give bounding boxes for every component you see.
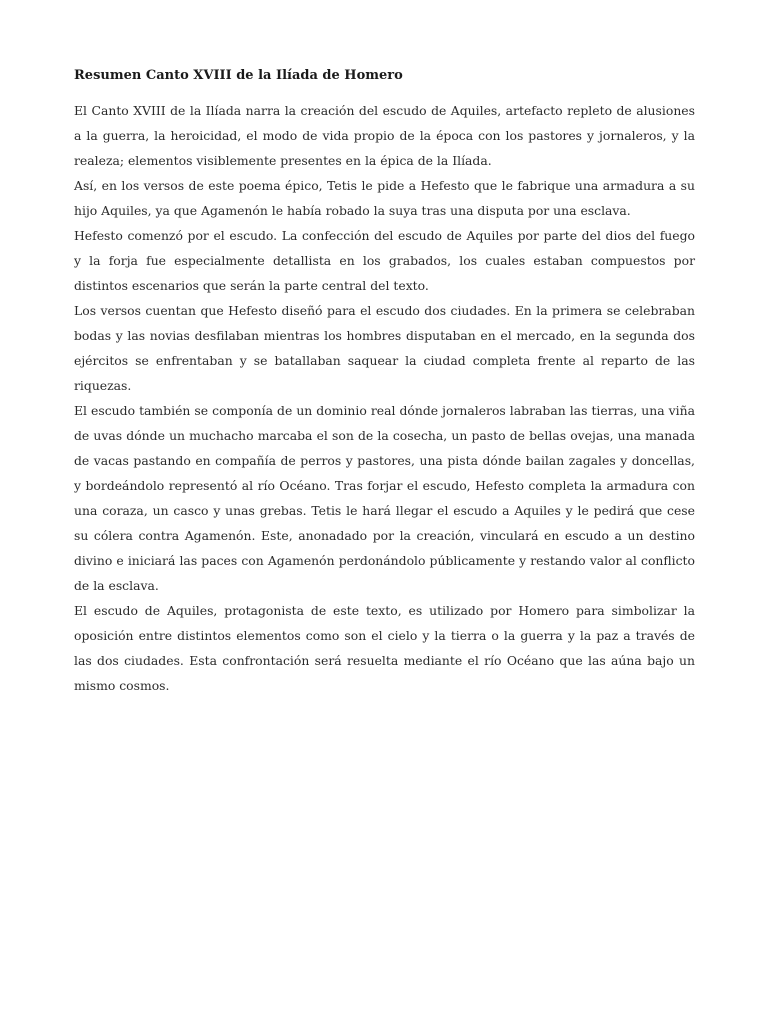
document-body	[74, 66, 695, 698]
paragraph-3: Hefesto comenzó por el escudo. La confección del escudo de Aquiles por parte del dios del fuego y la forja fue especialmente detallista en los grabados, los cuales estaban compuestos por distintos escenarios que serán la parte central del texto.	[74, 228, 695, 293]
paragraph-2: Así, en los versos de este poema épico, Tetis le pide a Hefesto que le fabrique una armadura a su hijo Aquiles, ya que Agamenón le había robado la suya tras una disputa por una esclava.	[74, 178, 695, 218]
paragraph-5: El escudo también se componía de un dominio real dónde jornaleros labraban las tierras, una viña de uvas dónde un muchacho marcaba el son de la cosecha, un pasto de bellas ovejas, una manada de vacas pastando en compañía de perros y pastores, una pista dónde bailan zagales y doncellas, y bordeándolo representó al río Océano. Tras forjar el escudo, Hefesto completa la armadura con una coraza, un casco y unas grebas. Tetis le hará llegar el escudo a Aquiles y le pedirá que cese su cólera contra Agamenón. Este, anonadado por la creación, vinculará en escudo a un destino divino e iniciará las paces con Agamenón perdonándolo públicamente y restando valor al conflicto de la esclava.	[74, 403, 695, 593]
paragraph-6: El escudo de Aquiles, protagonista de este texto, es utilizado por Homero para simbolizar la oposición entre distintos elementos como son el cielo y la tierra o la guerra y la paz a través de las dos ciudades. Esta confrontación será resuelta mediante el río Océano que las aúna bajo un mismo cosmos.	[74, 603, 695, 693]
paragraph-4: Los versos cuentan que Hefesto diseñó para el escudo dos ciudades. En la primera se celebraban bodas y las novias desfilaban mientras los hombres disputaban en el mercado, en la segunda dos ejércitos se enfrentaban y se batallaban saquear la ciudad completa frente al reparto de las riquezas.	[74, 303, 695, 393]
document-title: Resumen Canto XVIII de la Ilíada de Homero	[74, 68, 403, 83]
paragraph-1: El Canto XVIII de la Ilíada narra la creación del escudo de Aquiles, artefacto repleto de alusiones a la guerra, la heroicidad, el modo de vida propio de la época con los pastores y jornaleros, y la realeza; elementos visiblemente presentes en la épica de la Ilíada.	[74, 103, 695, 168]
